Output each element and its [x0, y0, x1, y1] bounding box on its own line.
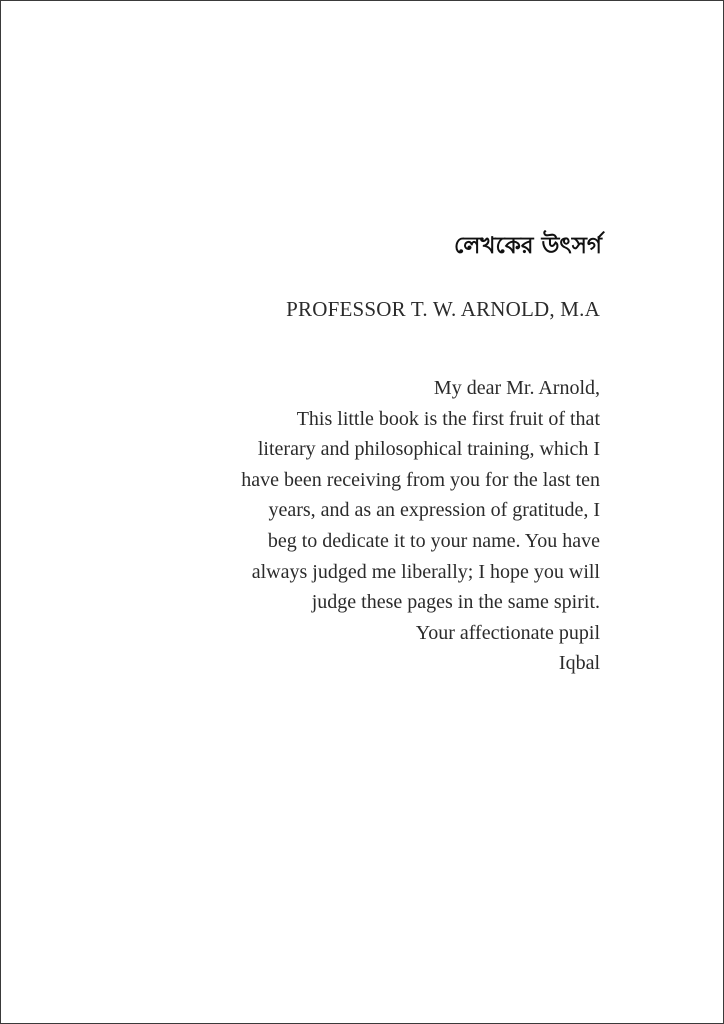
- letter-signature: Iqbal: [558, 652, 600, 675]
- letter-line: beg to dedicate it to your name. You have: [267, 529, 600, 552]
- letter-line: This little book is the first fruit of that: [296, 407, 600, 430]
- letter-closing: Your affectionate pupil: [415, 621, 600, 644]
- letter-line: literary and philosophical training, which I: [257, 438, 600, 461]
- letter-salutation: My dear Mr. Arnold,: [433, 377, 600, 399]
- dedication-letter: [130, 373, 600, 679]
- letter-line: have been receiving from you for the last ten: [241, 468, 600, 491]
- letter-line: years, and as an expression of gratitude, I: [268, 499, 600, 522]
- letter-line: always judged me liberally; I hope you will: [251, 560, 600, 583]
- dedication-heading: লেখকের উৎসর্গ: [453, 233, 602, 259]
- letter-line: judge these pages in the same spirit.: [311, 591, 600, 614]
- dedication-recipient: PROFESSOR T. W. ARNOLD, M.A: [286, 297, 600, 321]
